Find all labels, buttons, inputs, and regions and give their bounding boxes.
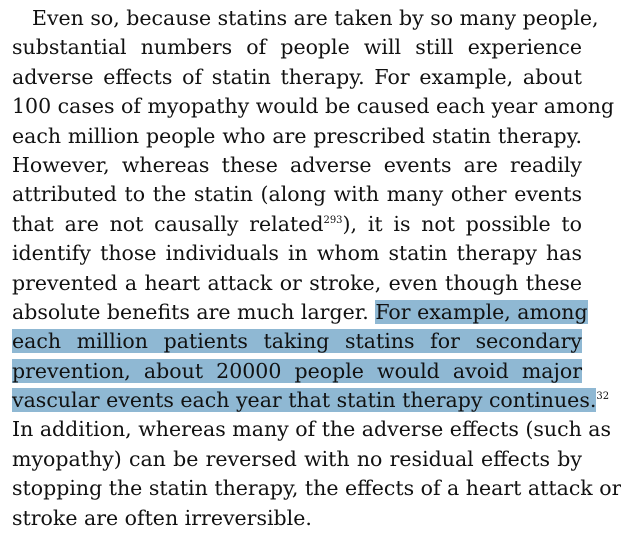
text-line: 100 cases of myopathy would be caused each year among — [12, 94, 615, 119]
text-line: stroke are often irreversible. — [12, 505, 312, 530]
highlighted-text[interactable]: prevention, about 20000 people would avoid major — [12, 358, 582, 383]
citation-superscript: 293 — [323, 214, 343, 226]
text-line: stopping the statin therapy, the effects of a heart attack or — [12, 476, 621, 501]
text-segment: ), it is not possible to — [342, 211, 582, 236]
text-line — [12, 298, 588, 327]
highlighted-text[interactable]: vascular events each year that statin therapy continues. — [12, 388, 597, 413]
citation-superscript: 32 — [596, 391, 610, 403]
text-line: Even so, because statins are taken by so many people, — [32, 6, 599, 30]
highlighted-text[interactable]: each million patients taking statins for secondary — [12, 329, 582, 354]
text-line: adverse effects of statin therapy. For example, about — [12, 64, 582, 89]
text-line: However, whereas these adverse events are readily — [12, 152, 582, 177]
text-line: prevented a heart attack or stroke, even though these — [12, 270, 582, 295]
text-line: In addition, whereas many of the adverse effects (such as — [12, 417, 612, 442]
highlighted-text[interactable]: For example, among — [375, 299, 588, 324]
document-page — [12, 4, 621, 533]
text-line — [12, 210, 582, 239]
body-paragraph — [12, 4, 621, 533]
text-line — [12, 357, 582, 386]
text-line — [12, 327, 582, 356]
text-line: substantial numbers of people will still experience — [12, 35, 582, 60]
text-line: each million people who are prescribed statin therapy. — [12, 123, 582, 148]
text-segment: absolute benefits are much larger. — [12, 299, 376, 324]
text-line: identify those individuals in whom statin therapy has — [12, 241, 582, 266]
text-line: attributed to the statin (along with many other events — [12, 182, 582, 207]
text-segment: that are not causally related — [12, 211, 324, 236]
text-line: myopathy) can be reversed with no residual effects by — [12, 446, 582, 471]
text-line — [12, 386, 610, 415]
